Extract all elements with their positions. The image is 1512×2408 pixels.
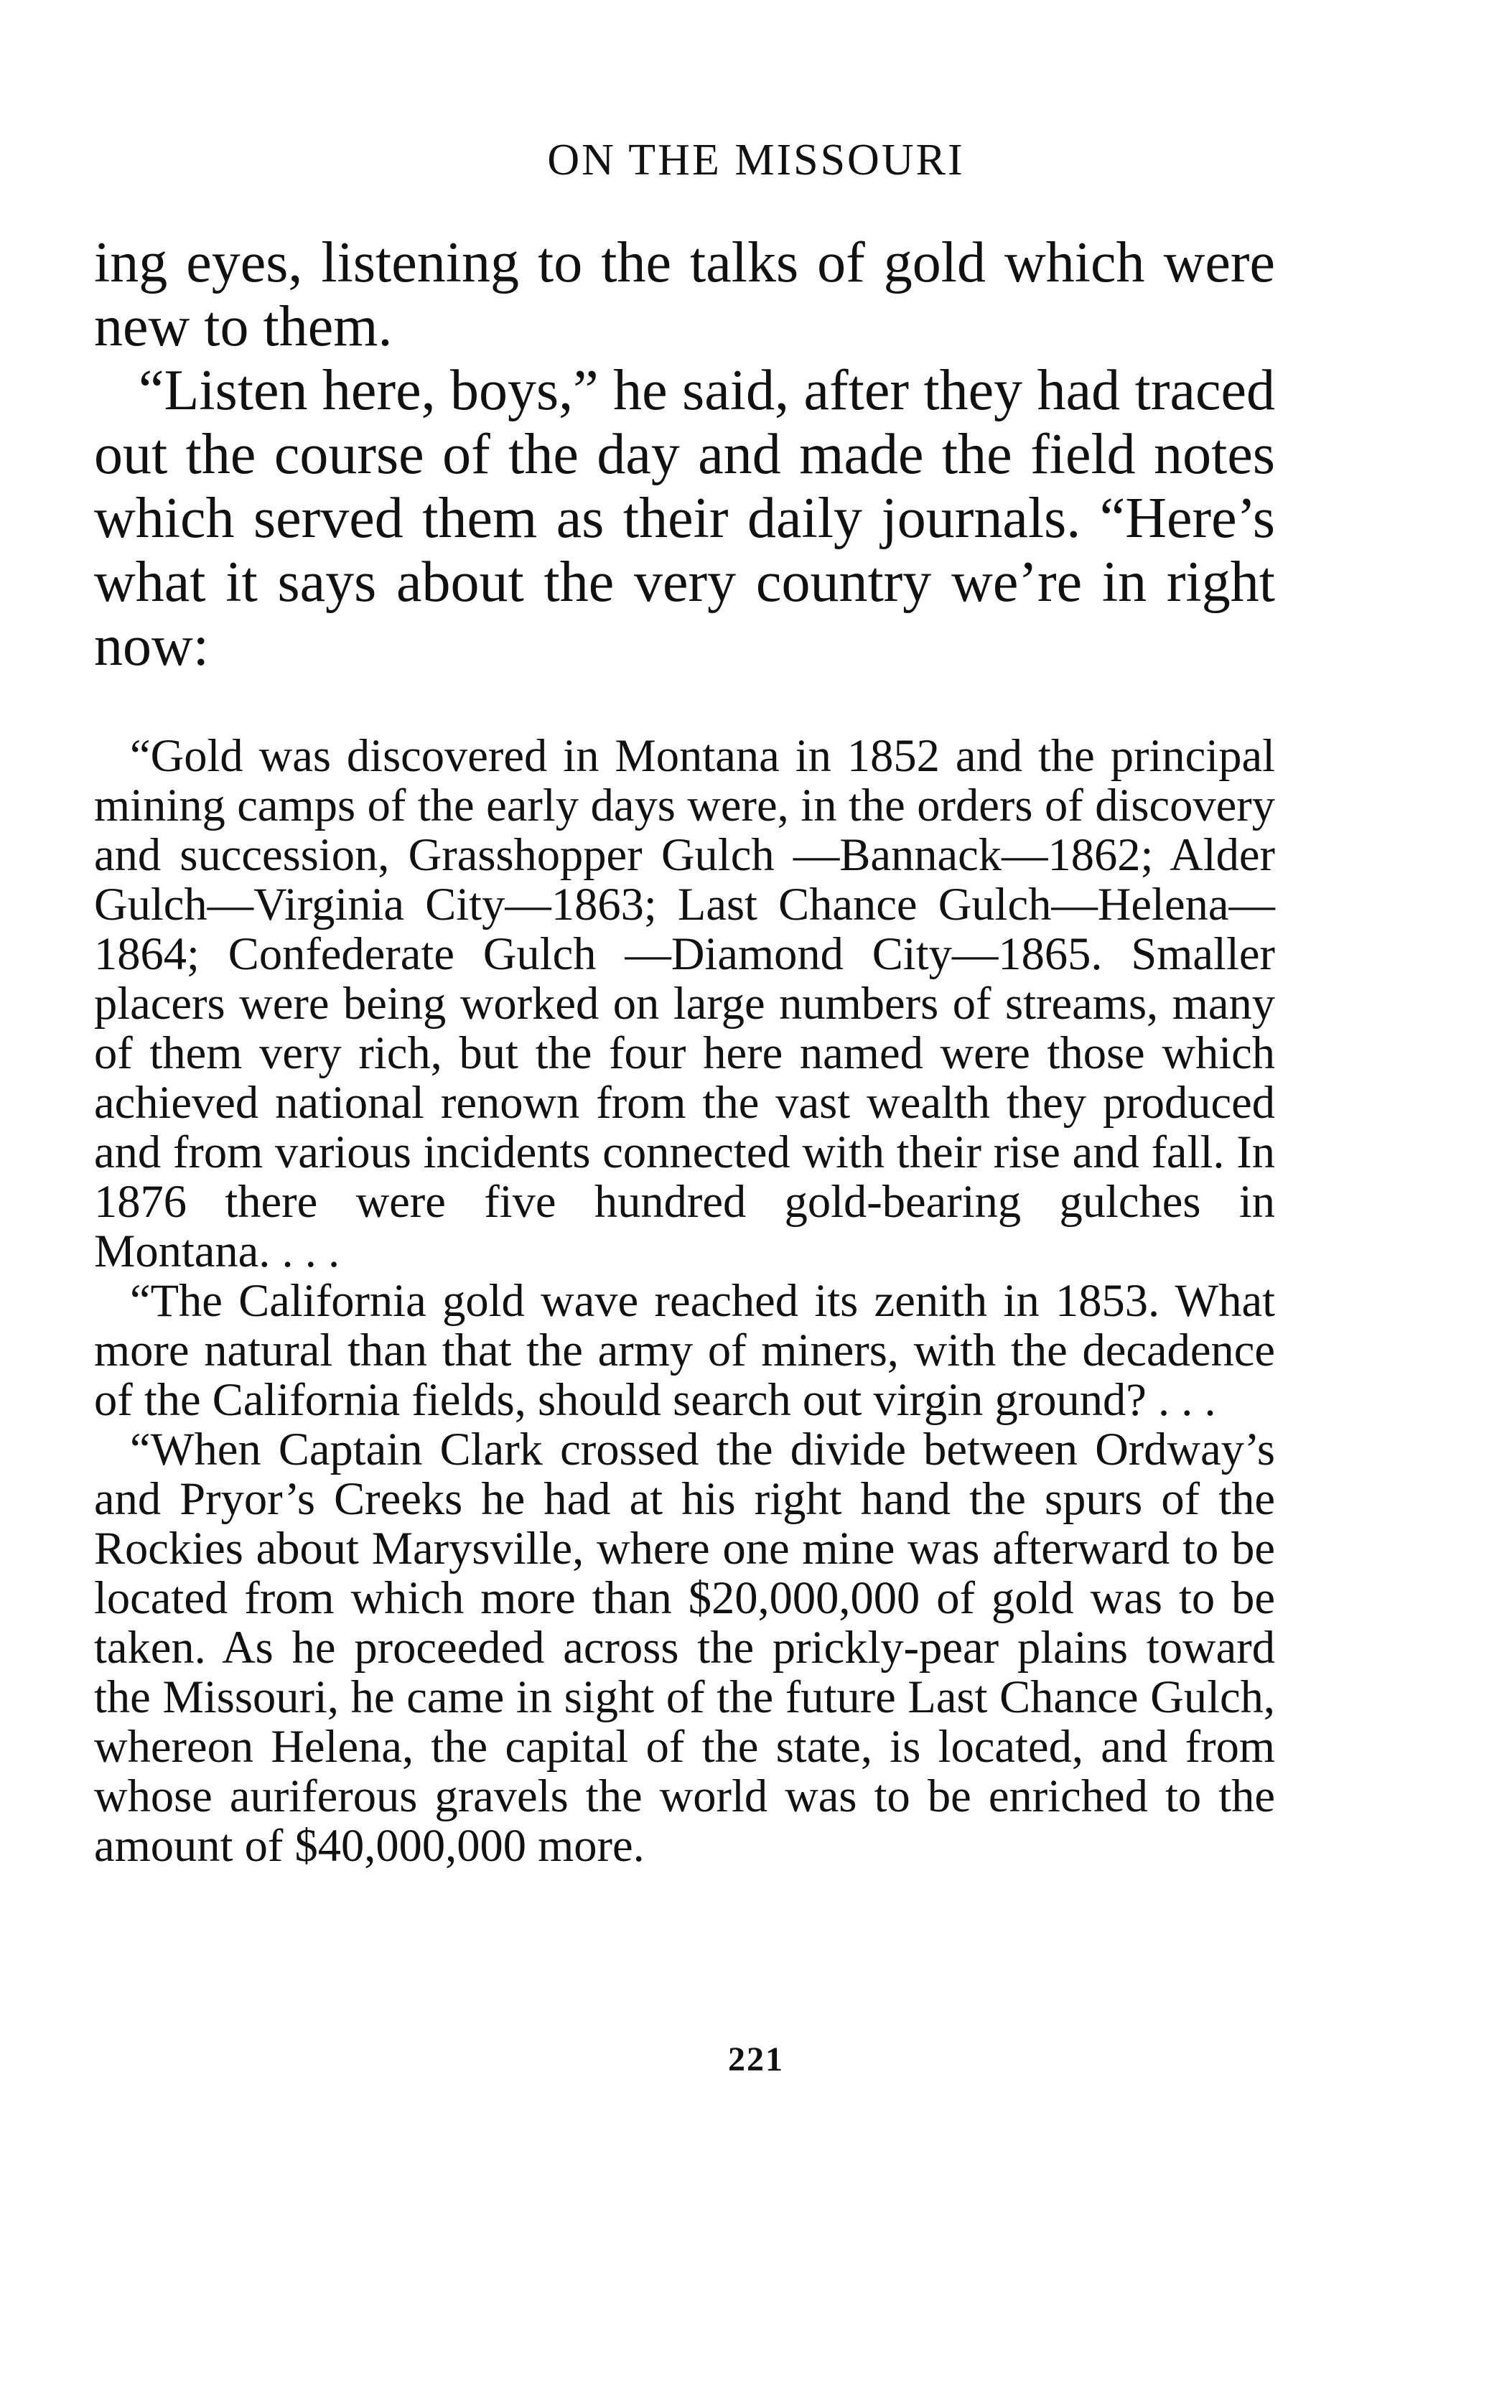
body-paragraph-continued: ing eyes, listening to the talks of gold which were new to them. bbox=[94, 231, 1275, 358]
quote-paragraph-gold-discovery: “Gold was discovered in Montana in 1852 and the principal mining camps of the early days were, in the orders of discovery and succession, Grasshopper Gulch —Bannack—1862; Alder Gulch—Virginia City—1863; Last Chance Gulch—Helena—1864; Confederate Gulch —Diamond City—1865. Smaller placers were being worked on large numbers of streams, many of them very rich, but the four here named were those which achieved national renown from the vast wealth they produced and from various incidents connected with their rise and fall. In 1876 there were five hundred gold-bearing gulches in Montana. . . . bbox=[94, 730, 1275, 1277]
running-head: ON THE MISSOURI bbox=[547, 136, 965, 185]
quote-paragraph-captain-clark: “When Captain Clark crossed the divide between Ordway’s and Pryor’s Creeks he had at his right hand the spurs of the Rockies about Marysville, where one mine was afterward to be located from which more than $20,000,000 of gold was to be taken. As he proceeded across the prickly-pear plains toward the Missouri, he came in sight of the future Last Chance Gulch, whereon Helena, the capital of the state, is located, and from whose auriferous gravels the world was to be enriched to the amount of $40,000,000 more. bbox=[94, 1424, 1275, 1871]
block-quotation bbox=[94, 731, 1275, 1870]
body-text bbox=[94, 231, 1275, 678]
body-paragraph: “Listen here, boys,” he said, after they had traced out the course of the day and made the field notes which served them as their daily journals. “Here’s what it says about the very country we’re in right now: bbox=[94, 359, 1275, 678]
page-number: 221 bbox=[728, 2040, 784, 2078]
quote-paragraph-california-wave: “The California gold wave reached its zenith in 1853. What more natural than that the army of miners, with the decadence of the California fields, should search out virgin ground? . . . bbox=[94, 1275, 1275, 1425]
